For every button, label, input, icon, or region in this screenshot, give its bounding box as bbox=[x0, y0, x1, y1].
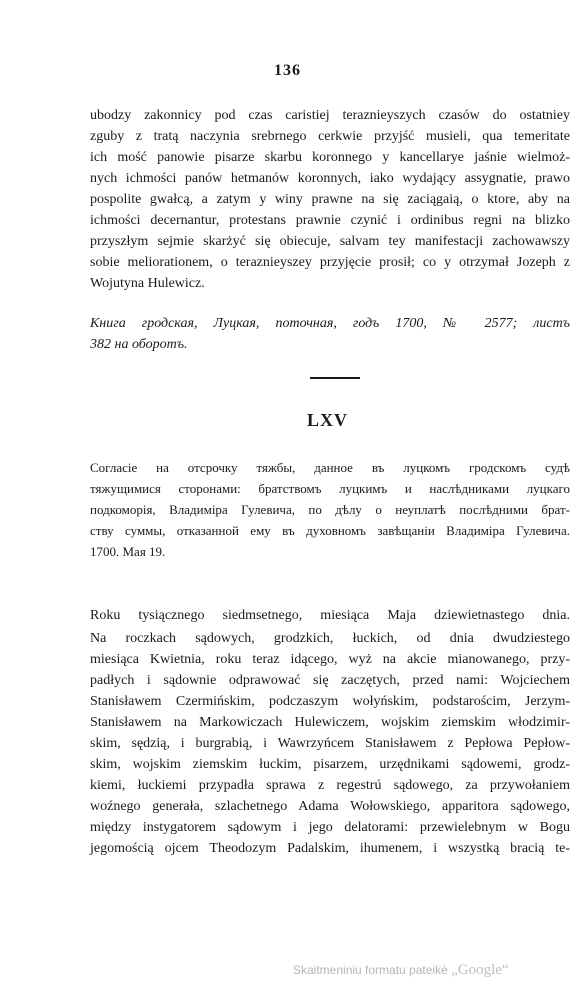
date-text: Roku tysiącznego siedmsetnego, miesiąca Maja dziewietnastego dnia. bbox=[90, 608, 570, 623]
citation-line: 382 на оборотъ. bbox=[90, 337, 188, 352]
text-line: woźnego generała, szlachetnego Adama Wołowskiego, apparitora sądowego, bbox=[90, 799, 570, 814]
text-line: sobie meliorationem, o teraznieyszey przyjęcie prosił; co y otrzymał Jozeph z bbox=[90, 255, 570, 270]
text-line: pospolite gwałcą, a zatym y winy prawne na się zaciągaią, o ktore, aby na bbox=[90, 192, 570, 207]
text-line: zguby z tratą naczynia srebrnego cerkwie przyjść musieli, qua temeritate bbox=[90, 129, 570, 144]
text-line: Stanisławem na Markowiczach Hulewiczem, wojskim ziemskim włodzimir- bbox=[90, 715, 570, 730]
text-line: ichmości decernantur, protestans prawnie czynić i ordinibus regni na blizko bbox=[90, 213, 570, 228]
text-line: skim, sędzią, i burgrabią, i Wawrzyńcem Stanisławem z Pepłowa Pepłow- bbox=[90, 736, 570, 751]
date-line bbox=[90, 605, 570, 626]
page-number: 136 bbox=[274, 62, 301, 79]
digitization-footer bbox=[293, 962, 509, 979]
summary-line: подкоморія, Владиміра Гулевича, по дѣлу о неуплатѣ послѣдними брат- bbox=[90, 502, 570, 517]
text-line: skim, wojskim ziemskim łuckim, pisarzem, urzędnikami sądowemi, grodz- bbox=[90, 757, 570, 772]
text-line: jegomością ojcem Theodozym Padalskim, ihumenem, i wszystką bracią te- bbox=[90, 841, 570, 856]
citation-line: Книга гродская, Луцкая, поточная, годъ 1700, № 2577; листъ bbox=[90, 316, 570, 331]
footer-text: Skaitmeniniu formatu pateikė bbox=[293, 963, 452, 977]
text-line: nych ichmości panów hetmanów koronnych, iako wydający assygnatie, prawo bbox=[90, 171, 570, 186]
section-numeral: LXV bbox=[306, 410, 348, 430]
paragraph-court-record bbox=[90, 628, 570, 859]
text-line: między instygatorem sądowym i jego delatorami: przewielebnym w Bogu bbox=[90, 820, 570, 835]
text-line: ich mość panowie pisarze skarbu koronnego y kancellarye jaśnie wielmoż- bbox=[90, 150, 570, 165]
text-line: Na roczkach sądowych, grodzkich, łuckich, od dnia dwudziestego bbox=[90, 631, 570, 646]
paragraph-manifest-end bbox=[90, 105, 570, 294]
summary-line: 1700. Мая 19. bbox=[90, 544, 166, 559]
text-line: kiemi, łuckiemi przypadła sprawa z regestrú sądowego, za przywołaniem bbox=[90, 778, 570, 793]
text-line: padłych i sądownie odprawować się zaczętych, przed nami: Wojciechem bbox=[90, 673, 570, 688]
summary-line: ству суммы, отказанной ему въ духовномъ завѣщаніи Владиміра Гулевича. bbox=[90, 523, 570, 538]
text-line: ubodzy zakonnicy pod czas caristiej teraznieyszych czasów do ostatniey bbox=[90, 108, 570, 123]
source-citation bbox=[90, 313, 570, 355]
document-summary bbox=[90, 457, 570, 562]
summary-line: Согласie на отсрочку тяжбы, данное въ луцкомъ гродскомъ судѣ bbox=[90, 460, 570, 475]
section-divider bbox=[310, 377, 360, 379]
text-line: miesiąca Kwietnia, roku teraz idącego, wyż na akcie mianowanego, przy- bbox=[90, 652, 570, 667]
text-line: Wojutyna Hulewicz. bbox=[90, 276, 205, 291]
text-line: przyszłym sejmie skarżyć się obiecuje, salvam tey manifestacji zachowawszy bbox=[90, 234, 570, 249]
text-line: Stanisławem Czermińskim, podczaszym wołyńskim, podstarościm, Jerzym- bbox=[90, 694, 570, 709]
footer-brand: „Google“ bbox=[451, 962, 509, 978]
summary-line: тяжущимися сторонами: братствомъ луцкимъ и наслѣдниками луцкаго bbox=[90, 481, 570, 496]
